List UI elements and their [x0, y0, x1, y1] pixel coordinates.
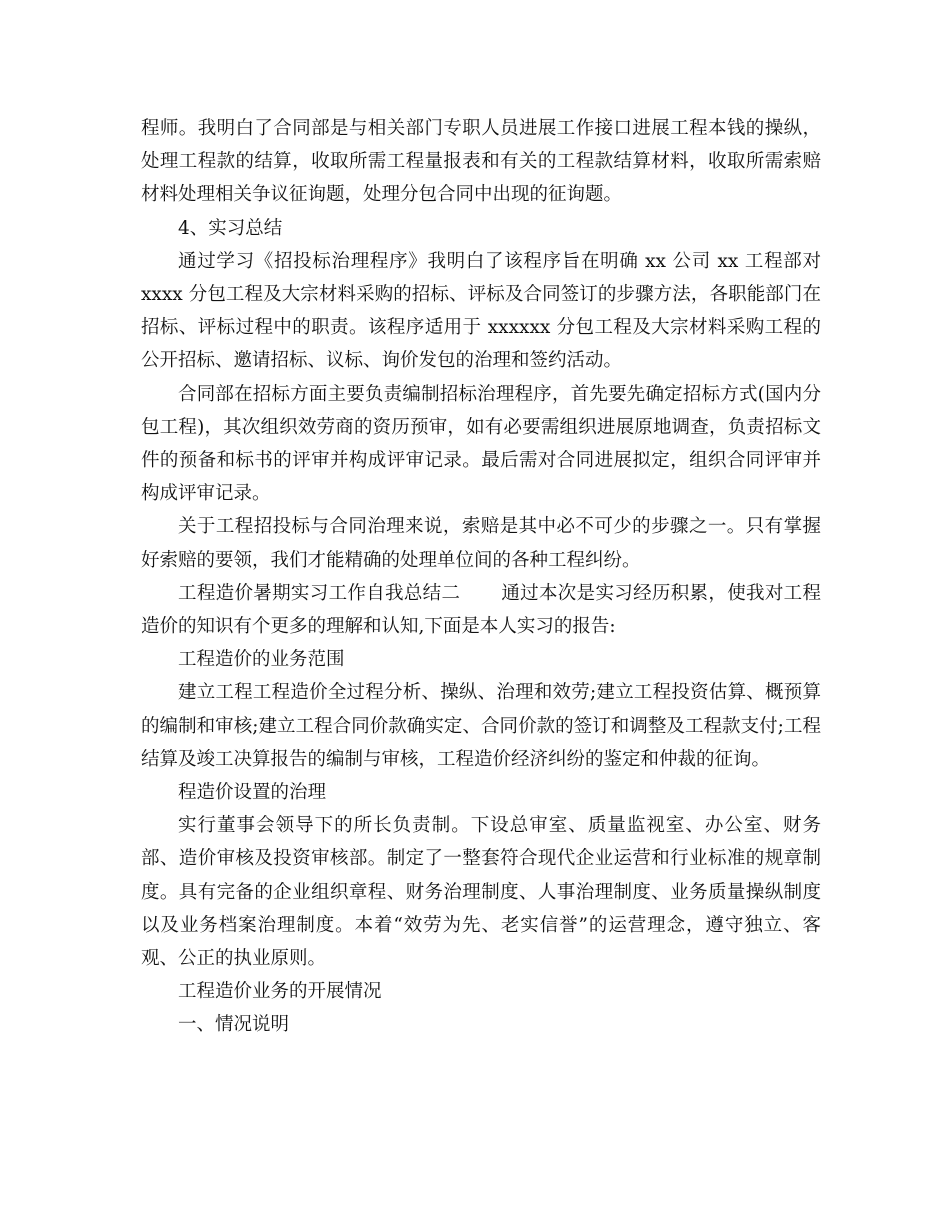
section-heading-management: 程造价设置的治理 [178, 782, 327, 804]
summary-two-intro: 通过本次是实习经历积累，使我对工程造价的知识有个更多的理解和认知,下面是本人实习的报告: [141, 582, 821, 638]
paragraph-business-scope: 建立工程工程造价全过程分析、操纵、治理和效劳;建立工程投资估算、概预算的编制和审核;建立工程合同价款确实定、合同价款的签订和调整及工程款支付;工程结算及竣工决算报告的编制与审核，工程造价经济纠纷的鉴定和仲裁的征询。 [141, 682, 821, 770]
summary-two-title: 工程造价暑期实习工作自我总结二 [178, 582, 461, 604]
section-heading-business-development: 工程造价业务的开展情况 [178, 981, 382, 1003]
section-heading-internship-summary: 4、实习总结 [178, 217, 283, 239]
paragraph-management: 实行董事会领导下的所长负责制。下设总审室、质量监视室、办公室、财务部、造价审核及投资审核部。制定了一整套符合现代企业运营和行业标准的规章制度。具有完备的企业组织章程、财务治理制度、人事治理制度、业务质量操纵制度以及业务档案治理制度。本着“效劳为先、老实信誉”的运营理念，遵守独立、客观、公正的执业原则。 [141, 815, 821, 970]
section-heading-situation: 一、情况说明 [178, 1014, 290, 1036]
paragraph-summary-two [141, 577, 821, 643]
paragraph-contract-department: 合同部在招标方面主要负责编制招标治理程序，首先要先确定招标方式(国内分包工程)，其次组织效劳商的资历预审，如有必要需组织进展原地调查，负责招标文件的预备和标书的评审并构成评审记录。最后需对合同进展拟定，组织合同评审并构成评审记录。 [141, 383, 821, 505]
paragraph-claims: 关于工程招投标与合同治理来说，索赔是其中必不可少的步骤之一。只有掌握好索赔的要领，我们才能精确的处理单位间的各种工程纠纷。 [141, 516, 821, 571]
document-body [141, 112, 821, 1042]
paragraph-bidding-procedure: 通过学习《招投标治理程序》我明白了该程序旨在明确 xx 公司 xx 工程部对 xxxx 分包工程及大宗材料采购的招标、评标及合同签订的步骤方法，各职能部门在招标、评标过程中的职责。该程序适用于 xxxxxx 分包工程及大宗材料采购工程的公开招标、邀请招标、议标、询价发包的治理和签约活动。 [141, 250, 821, 372]
paragraph-continuation: 程师。我明白了合同部是与相关部门专职人员进展工作接口进展工程本钱的操纵，处理工程款的结算，收取所需工程量报表和有关的工程款结算材料，收取所需索赔材料处理相关争议征询题，处理分包合同中出现的征询题。 [141, 118, 821, 206]
section-heading-business-scope: 工程造价的业务范围 [178, 649, 345, 671]
